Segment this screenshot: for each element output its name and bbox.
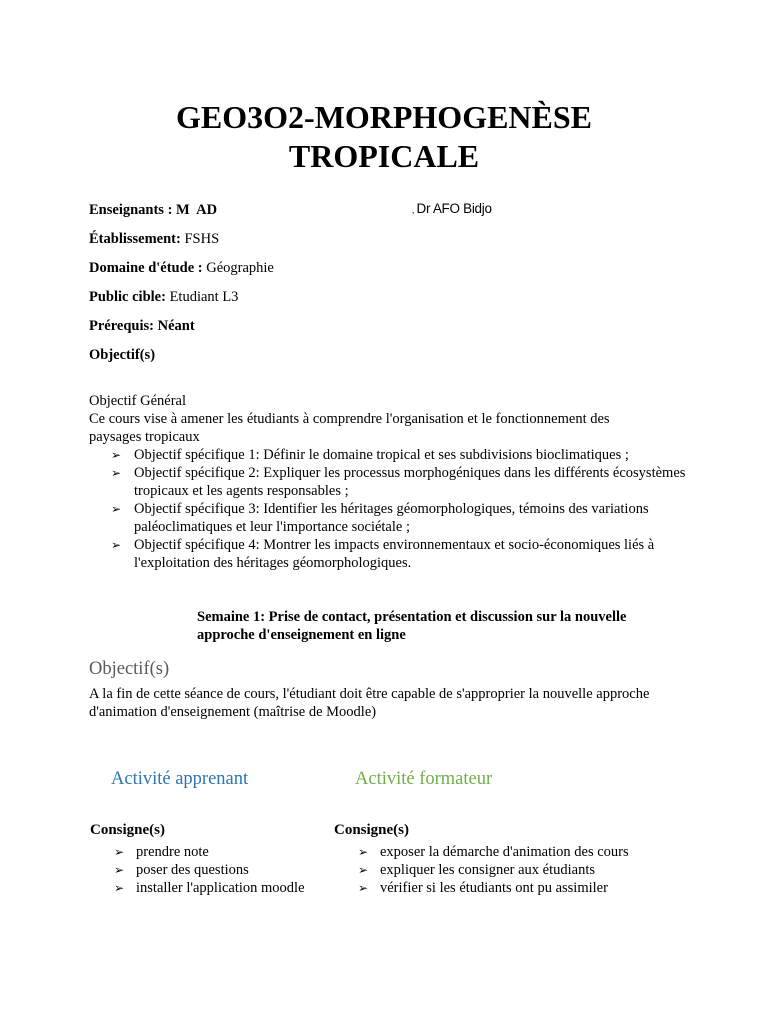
learner-consigne-list (90, 843, 330, 897)
trainer-consigne-label: Consigne(s) (334, 822, 410, 838)
learner-item: prendre note (136, 844, 209, 860)
objectives-label: Objectif(s) (89, 347, 156, 363)
specific-objective-1: Objectif spécifique 1: Définir le domaine tropical et ses subdivisions bioclimatiques ; (134, 447, 629, 463)
learner-item: installer l'application moodle (136, 880, 305, 896)
list-item (334, 879, 674, 897)
objectives-section (89, 392, 689, 572)
list-item (89, 536, 689, 572)
cotutor-separator: , (412, 205, 417, 215)
institution-label: Établissement: (89, 231, 181, 247)
prerequisites-field: Prérequis: Néant (89, 318, 195, 334)
title-line-2: TROPICALE (288, 138, 480, 174)
list-item (90, 843, 330, 861)
specific-objectives-list (89, 446, 689, 572)
chevron-bullet-icon: ➢ (358, 863, 369, 877)
cotutor-name: Dr AFO Bidjo (416, 201, 492, 216)
cotutor-field (412, 201, 492, 218)
list-item (334, 843, 674, 861)
audience-value: Etudiant L3 (165, 289, 239, 305)
chevron-bullet-icon: ➢ (111, 448, 122, 462)
trainer-activity-heading: Activité formateur (355, 769, 493, 789)
specific-objective-3: Objectif spécifique 3: Identifier les héritages géomorphologiques, témoins des variations paléoclimatiques et leur l'importance sociétale ; (134, 501, 649, 535)
learner-item: poser des questions (136, 862, 249, 878)
list-item (90, 879, 330, 897)
specific-objective-2: Objectif spécifique 2: Expliquer les processus morphogéniques dans les différents écosystèmes tropicaux et les agents responsables ; (134, 465, 686, 499)
list-item (90, 861, 330, 879)
audience-label: Public cible: (89, 289, 166, 305)
list-item (89, 464, 689, 500)
teachers-field (89, 201, 217, 219)
chevron-bullet-icon: ➢ (114, 863, 125, 877)
chevron-bullet-icon: ➢ (111, 466, 122, 480)
list-item (89, 500, 689, 536)
learner-activity-heading: Activité apprenant (111, 769, 249, 789)
chevron-bullet-icon: ➢ (358, 845, 369, 859)
week1-heading: Semaine 1: Prise de contact, présentation et discussion sur la nouvelle approche d'enseignement en ligne (197, 609, 627, 643)
audience-field (89, 288, 238, 306)
specific-objective-4: Objectif spécifique 4: Montrer les impacts environnementaux et socio-économiques liés à l'exploitation des héritages géomorphologiques. (134, 537, 655, 571)
institution-field (89, 230, 219, 248)
teachers-value: M AD (172, 202, 218, 218)
trainer-item: vérifier si les étudiants ont pu assimiler (380, 880, 608, 896)
trainer-item: exposer la démarche d'animation des cours (380, 844, 629, 860)
chevron-bullet-icon: ➢ (114, 845, 125, 859)
chevron-bullet-icon: ➢ (111, 538, 122, 552)
trainer-item: expliquer les consigner aux étudiants (380, 862, 596, 878)
domain-value: Géographie (202, 260, 274, 276)
learner-consigne-label: Consigne(s) (90, 822, 166, 838)
chevron-bullet-icon: ➢ (358, 881, 369, 895)
institution-value: FSHS (180, 231, 220, 247)
document-title (0, 98, 768, 176)
domain-field (89, 259, 274, 277)
list-item (334, 861, 674, 879)
week1-objectives-text: A la fin de cette séance de cours, l'étudiant doit être capable de s'approprier la nouvelle approche d'animation d'enseignement (maîtrise de Moodle) (89, 686, 650, 720)
week1-objectives-heading: Objectif(s) (89, 659, 170, 679)
teachers-label: Enseignants : (89, 202, 173, 218)
chevron-bullet-icon: ➢ (114, 881, 125, 895)
trainer-consigne-list (334, 843, 674, 897)
domain-label: Domaine d'étude : (89, 260, 203, 276)
title-line-1: GEO3O2-MORPHOGENÈSE (175, 99, 593, 135)
list-item (89, 446, 689, 464)
general-objective-heading: Objectif Général (89, 393, 187, 409)
trainer-activity-column (334, 822, 674, 897)
learner-activity-column (90, 822, 330, 897)
general-objective-text: Ce cours vise à amener les étudiants à comprendre l'organisation et le fonctionnement des paysages tropicaux (89, 411, 610, 445)
chevron-bullet-icon: ➢ (111, 502, 122, 516)
